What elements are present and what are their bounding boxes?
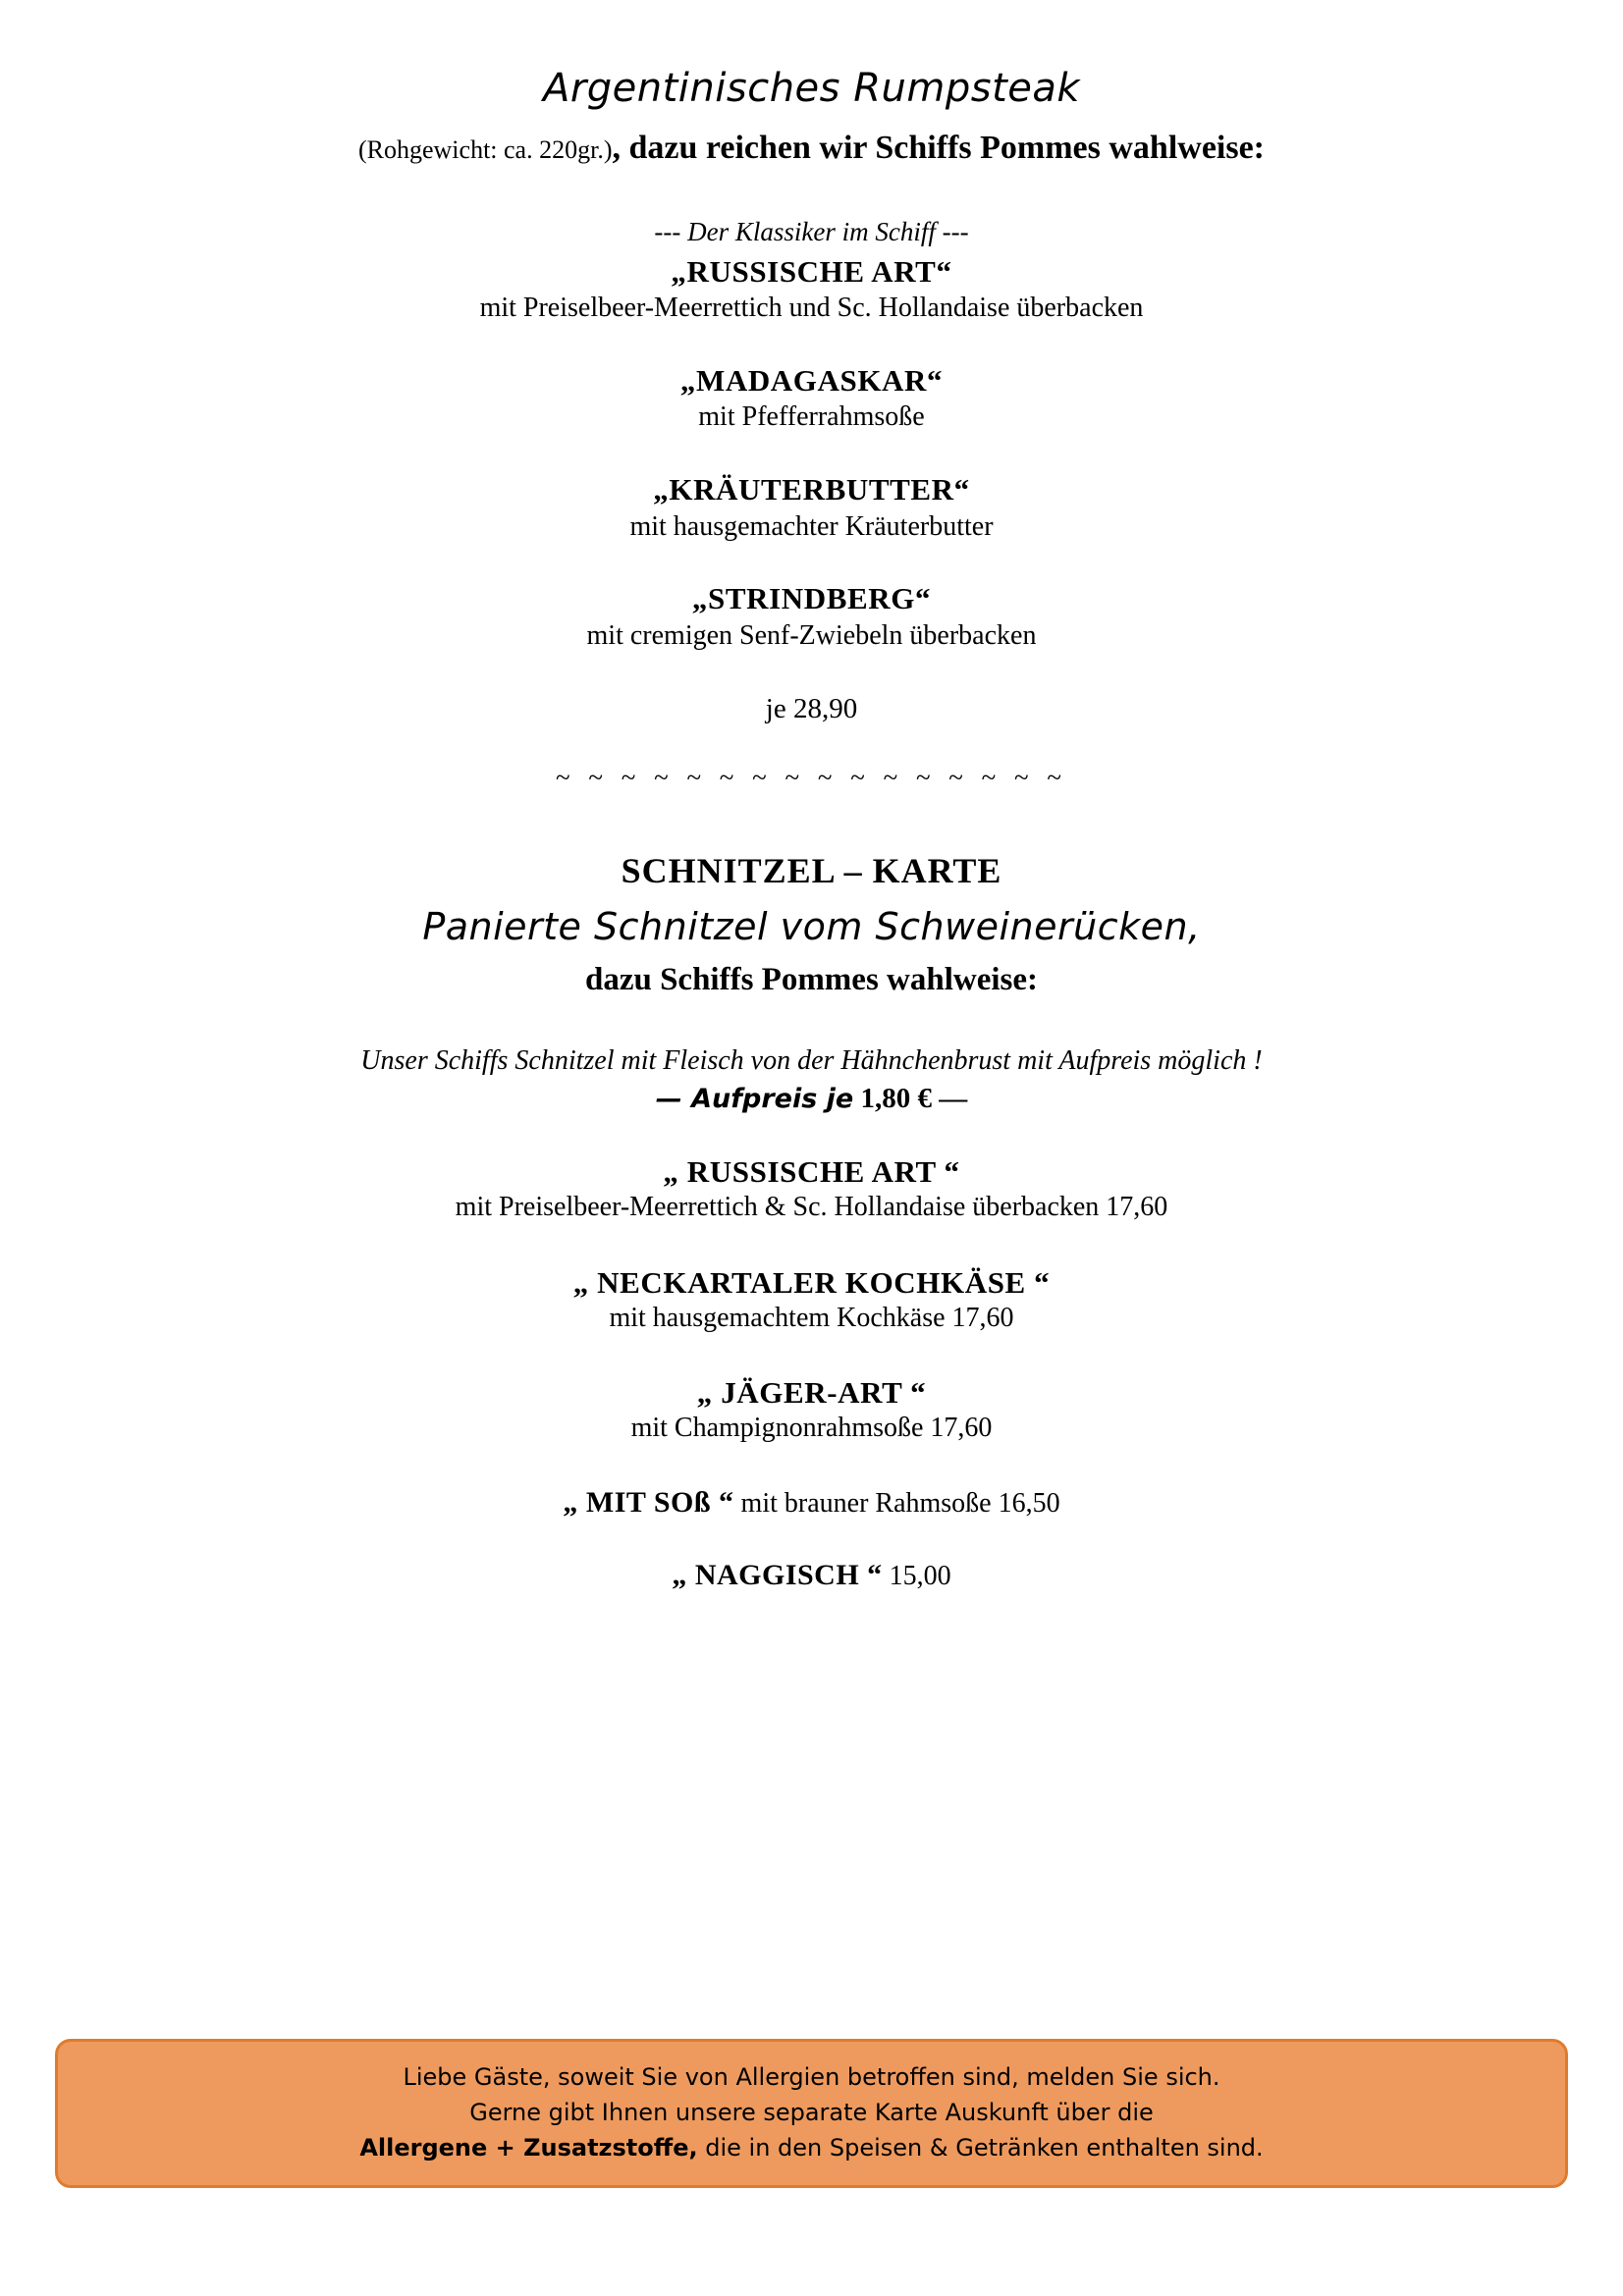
schnitzel-item-name: „ NECKARTALER KOCHKÄSE “ (572, 1264, 1051, 1300)
schnitzel-inline-desc: mit brauner Rahmsoße 16,50 (740, 1487, 1060, 1519)
steak-weight-note: (Rohgewicht: ca. 220gr.) (357, 135, 613, 164)
steak-variant-name: „MADAGASKAR“ (679, 362, 944, 398)
steak-subline (59, 128, 1564, 170)
allergy-bold-text: Allergene + Zusatzstoffe, (359, 2134, 698, 2162)
steak-variant (59, 362, 1564, 436)
classic-note: --- Der Klassiker im Schiff --- (654, 216, 969, 246)
allergy-line-3 (78, 2130, 1545, 2165)
allergy-rest-text: die in den Speisen & Getränken enthalten sind. (697, 2134, 1264, 2162)
steak-variant-name: „RUSSISCHE ART“ (671, 253, 952, 289)
surcharge-label: — Aufpreis je (655, 1084, 854, 1115)
steak-variant-name: „KRÄUTERBUTTER“ (653, 471, 970, 507)
steak-price: je 28,90 (765, 693, 858, 725)
schnitzel-inline-item (59, 1486, 1564, 1520)
schnitzel-surcharge (59, 1083, 1564, 1115)
schnitzel-item-desc: mit Champignonrahmsoße 17,60 (630, 1413, 993, 1444)
section-divider: ~ ~ ~ ~ ~ ~ ~ ~ ~ ~ ~ ~ ~ ~ ~ ~ (556, 763, 1067, 793)
schnitzel-inline-desc: 15,00 (889, 1560, 951, 1591)
allergy-line-1: Liebe Gäste, soweit Sie von Allergien betroffen sind, melden Sie sich. (403, 2063, 1220, 2091)
steak-variant-desc: mit cremigen Senf-Zwiebeln überbacken (586, 619, 1037, 651)
schnitzel-script-line: Panierte Schnitzel vom Schweinerücken, (422, 905, 1201, 949)
schnitzel-inline-name: „ NAGGISCH “ (672, 1558, 883, 1591)
steak-subline-text: , dazu reichen wir Schiffs Pommes wahlweise: (612, 130, 1265, 166)
schnitzel-item (59, 1265, 1564, 1336)
schnitzel-item-desc: mit hausgemachtem Kochkäse 17,60 (609, 1302, 1014, 1333)
schnitzel-item-name: „ RUSSISCHE ART “ (663, 1154, 960, 1190)
schnitzel-item-name: „ JÄGER-ART “ (696, 1375, 927, 1411)
steak-variant-desc: mit Preiselbeer-Meerrettich und Sc. Hollandaise überbacken (479, 293, 1144, 324)
schnitzel-item (59, 1154, 1564, 1225)
steak-variant-desc: mit Pfefferrahmsoße (698, 401, 925, 433)
schnitzel-item (59, 1375, 1564, 1446)
surcharge-value: 1,80 € — (860, 1083, 968, 1115)
steak-variant (59, 253, 1564, 327)
schnitzel-hint: Unser Schiffs Schnitzel mit Fleisch von der Hähnchenbrust mit Aufpreis möglich ! (360, 1045, 1263, 1077)
schnitzel-inline-name: „ MIT SOß “ (563, 1485, 734, 1519)
schnitzel-sub-line: dazu Schiffs Pommes wahlweise: (584, 962, 1039, 998)
steak-title: Argentinisches Rumpsteak (542, 66, 1081, 111)
steak-variant-name: „STRINDBERG“ (691, 580, 932, 615)
schnitzel-item-desc: mit Preiselbeer-Meerrettich & Sc. Hollandaise überbacken 17,60 (455, 1192, 1168, 1223)
steak-variant-desc: mit hausgemachter Kräuterbutter (629, 510, 994, 542)
schnitzel-inline-item (59, 1559, 1564, 1592)
schnitzel-heading: SCHNITZEL – KARTE (621, 851, 1002, 891)
steak-variant (59, 580, 1564, 654)
allergy-notice-box (55, 2039, 1568, 2188)
allergy-line-2: Gerne gibt Ihnen unsere separate Karte Auskunft über die (469, 2099, 1154, 2126)
steak-variant (59, 471, 1564, 545)
